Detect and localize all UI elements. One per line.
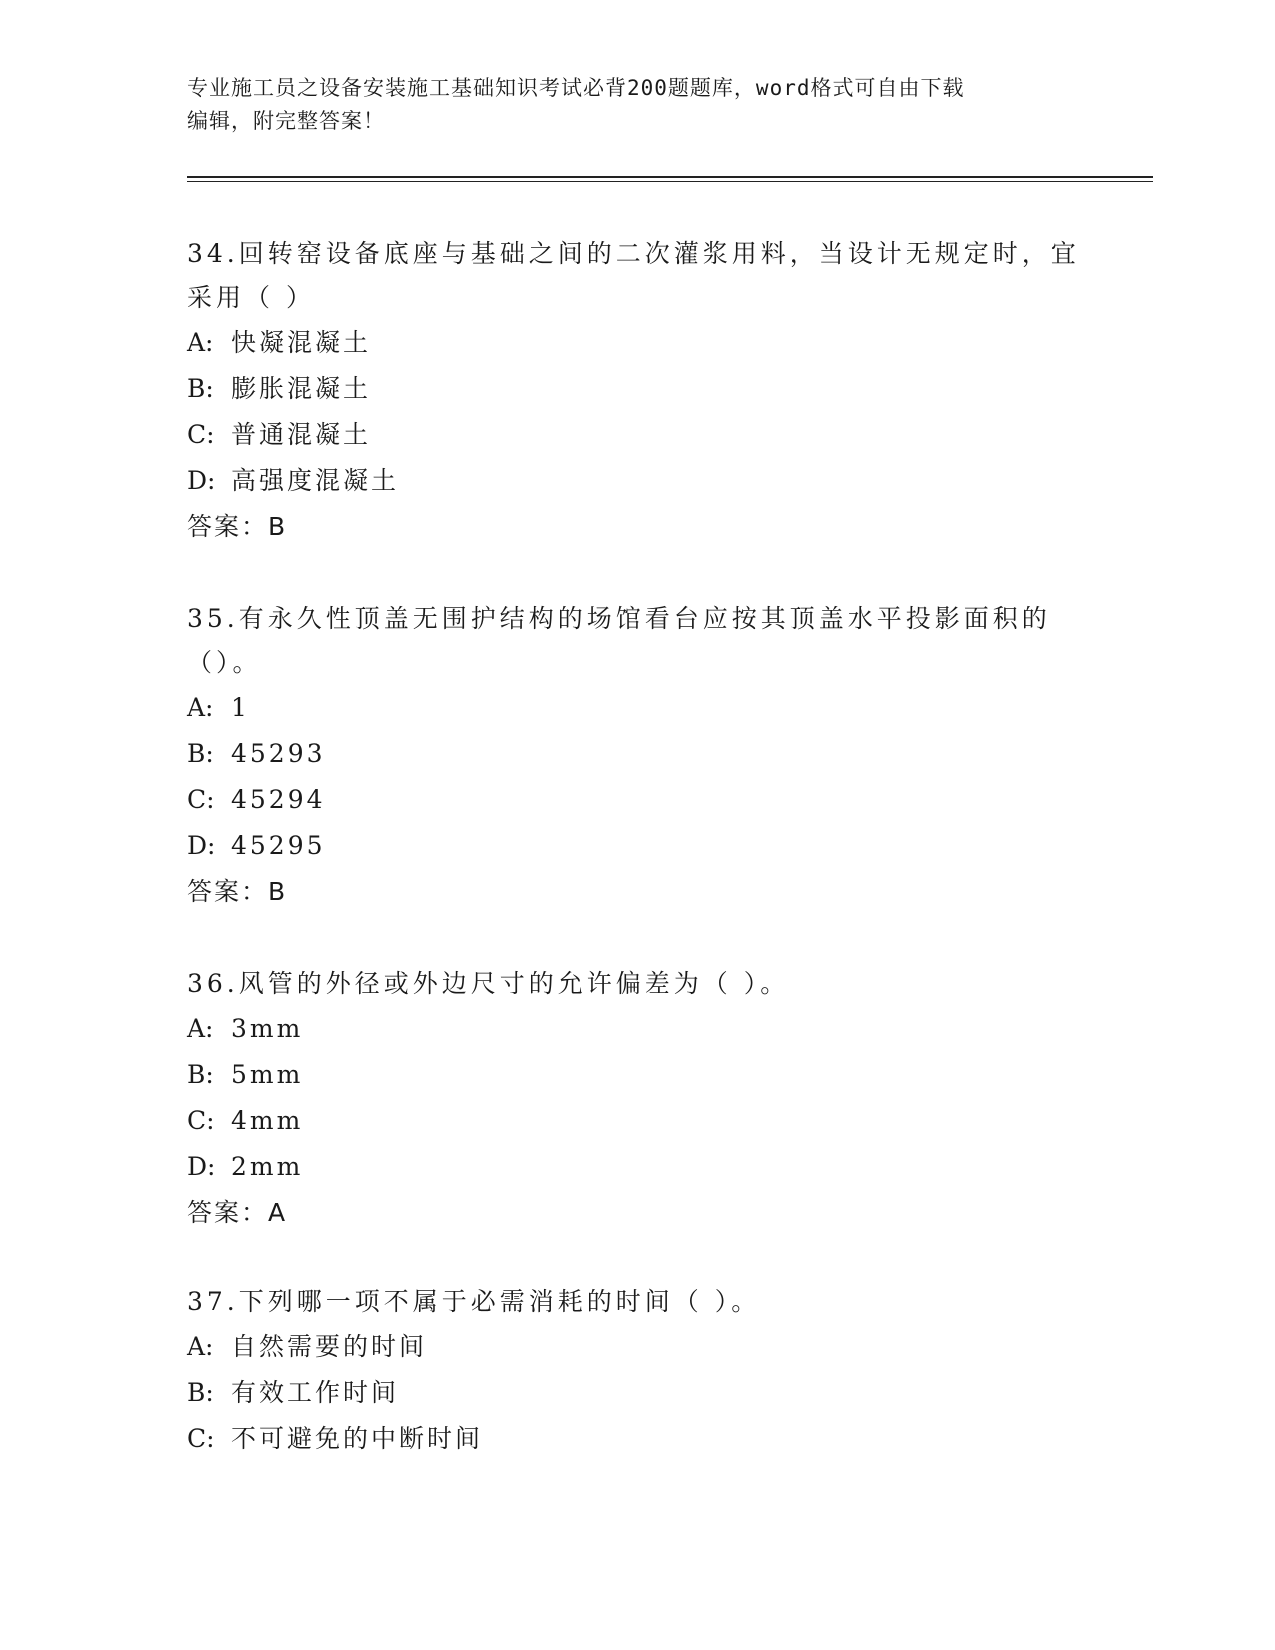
option-letter: D:: [187, 466, 216, 495]
option-a: [187, 320, 1087, 366]
option-d: [187, 1144, 1087, 1190]
option-text: 不可避免的中断时间: [231, 1424, 484, 1453]
option-text: 3mm: [231, 1014, 304, 1043]
option-text: 膨胀混凝土: [231, 374, 372, 403]
option-b: [187, 366, 1087, 412]
option-c: [187, 412, 1087, 458]
option-text: 4mm: [231, 1106, 304, 1135]
option-c: [187, 1416, 1087, 1462]
option-letter: A:: [187, 1332, 214, 1361]
header-divider-thick: [187, 176, 1153, 178]
option-text: 快凝混凝土: [231, 328, 372, 357]
option-a: [187, 1324, 1087, 1370]
option-letter: B:: [187, 1378, 214, 1407]
header-line-1: 专业施工员之设备安装施工基础知识考试必背200题题库，word格式可自由下载: [187, 76, 965, 100]
option-text: 45295: [231, 831, 326, 860]
option-a: [187, 685, 1087, 731]
option-text: 45294: [231, 785, 326, 814]
option-b: [187, 1370, 1087, 1416]
question-stem: 36.风管的外径或外边尺寸的允许偏差为（ ）。: [187, 969, 790, 998]
question-37: [187, 1280, 1087, 1462]
option-b: [187, 1052, 1087, 1098]
option-text: 1: [231, 693, 250, 722]
option-c: [187, 777, 1087, 823]
question-34: [187, 232, 1087, 550]
option-letter: C:: [187, 1424, 215, 1453]
header-divider-thin: [187, 181, 1153, 182]
option-letter: C:: [187, 1106, 215, 1135]
option-letter: B:: [187, 739, 214, 768]
option-letter: B:: [187, 374, 214, 403]
option-a: [187, 1006, 1087, 1052]
option-d: [187, 458, 1087, 504]
option-letter: A:: [187, 328, 214, 357]
option-letter: C:: [187, 785, 215, 814]
option-text: 自然需要的时间: [231, 1332, 428, 1361]
option-text: 有效工作时间: [231, 1378, 400, 1407]
option-d: [187, 823, 1087, 869]
option-letter: B:: [187, 1060, 214, 1089]
option-letter: D:: [187, 1152, 216, 1181]
option-letter: C:: [187, 420, 215, 449]
question-stem: 34.回转窑设备底座与基础之间的二次灌浆用料，当设计无规定时，宜采用（ ）: [187, 239, 1080, 312]
question-stem: 35.有永久性顶盖无围护结构的场馆看台应按其顶盖水平投影面积的（）。: [187, 604, 1051, 677]
option-text: 普通混凝土: [231, 420, 372, 449]
option-c: [187, 1098, 1087, 1144]
document-header: [187, 72, 1087, 138]
option-text: 2mm: [231, 1152, 304, 1181]
question-36: [187, 962, 1087, 1236]
answer-line: 答案：B: [187, 877, 288, 906]
option-text: 5mm: [231, 1060, 304, 1089]
option-letter: D:: [187, 831, 216, 860]
option-letter: A:: [187, 693, 214, 722]
option-text: 45293: [231, 739, 326, 768]
option-text: 高强度混凝土: [231, 466, 400, 495]
question-stem: 37.下列哪一项不属于必需消耗的时间（ ）。: [187, 1287, 761, 1316]
answer-line: 答案：B: [187, 512, 288, 541]
header-line-2: 编辑，附完整答案！: [187, 109, 385, 133]
answer-line: 答案：A: [187, 1198, 288, 1227]
question-35: [187, 597, 1087, 915]
option-b: [187, 731, 1087, 777]
option-letter: A:: [187, 1014, 214, 1043]
